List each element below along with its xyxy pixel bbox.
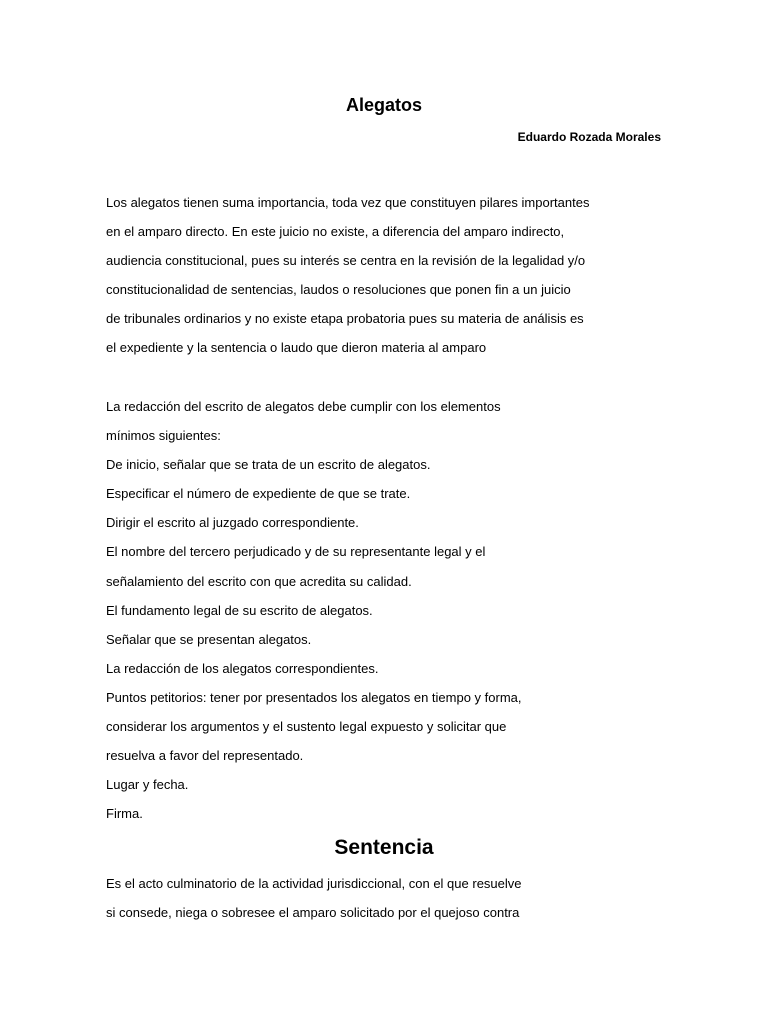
text-line: constitucionalidad de sentencias, laudos o resoluciones que ponen fin a un juicio <box>106 282 571 298</box>
text-line: La redacción del escrito de alegatos debe cumplir con los elementos <box>106 399 501 414</box>
text-line: resuelva a favor del representado. <box>106 748 304 764</box>
text-line: el expediente y la sentencia o laudo que dieron materia al amparo <box>106 340 487 356</box>
text-line: mínimos siguientes: <box>106 428 221 444</box>
text-line: Dirigir el escrito al juzgado correspondiente. <box>106 515 359 531</box>
paragraph-requirements <box>106 392 706 828</box>
text-line: El nombre del tercero perjudicado y de su representante legal y el <box>106 544 486 560</box>
section-heading: Sentencia <box>334 836 434 859</box>
text-line: considerar los argumentos y el sustento legal expuesto y solicitar que <box>106 719 507 735</box>
text-line: en el amparo directo. En este juicio no existe, a diferencia del amparo indirecto, <box>106 224 565 240</box>
text-line: Lugar y fecha. <box>106 777 189 793</box>
document-title: Alegatos <box>345 95 423 115</box>
text-line: señalamiento del escrito con que acredita su calidad. <box>106 573 412 589</box>
text-line: Puntos petitorios: tener por presentados los alegatos en tiempo y forma, <box>106 689 522 705</box>
text-line: audiencia constitucional, pues su interés se centra en la revisión de la legalidad y/o <box>106 253 586 269</box>
paragraph-sentencia <box>106 869 706 927</box>
text-line: La redacción de los alegatos correspondientes. <box>106 660 379 676</box>
paragraph-intro <box>106 188 706 363</box>
text-line: Es el acto culminatorio de la actividad jurisdiccional, con el que resuelve <box>106 876 522 891</box>
text-line: si consede, niega o sobresee el amparo solicitado por el quejoso contra <box>106 905 520 921</box>
text-line: Especificar el número de expediente de que se trate. <box>106 486 411 502</box>
text-line: Los alegatos tienen suma importancia, toda vez que constituyen pilares importantes <box>106 195 590 210</box>
text-line: de tribunales ordinarios y no existe etapa probatoria pues su materia de análisis es <box>106 311 584 327</box>
document-author: Eduardo Rozada Morales <box>517 130 661 144</box>
text-line: Firma. <box>106 806 143 822</box>
text-line: Señalar que se presentan alegatos. <box>106 631 312 647</box>
text-line: De inicio, señalar que se trata de un escrito de alegatos. <box>106 457 431 473</box>
text-line: El fundamento legal de su escrito de alegatos. <box>106 602 373 618</box>
